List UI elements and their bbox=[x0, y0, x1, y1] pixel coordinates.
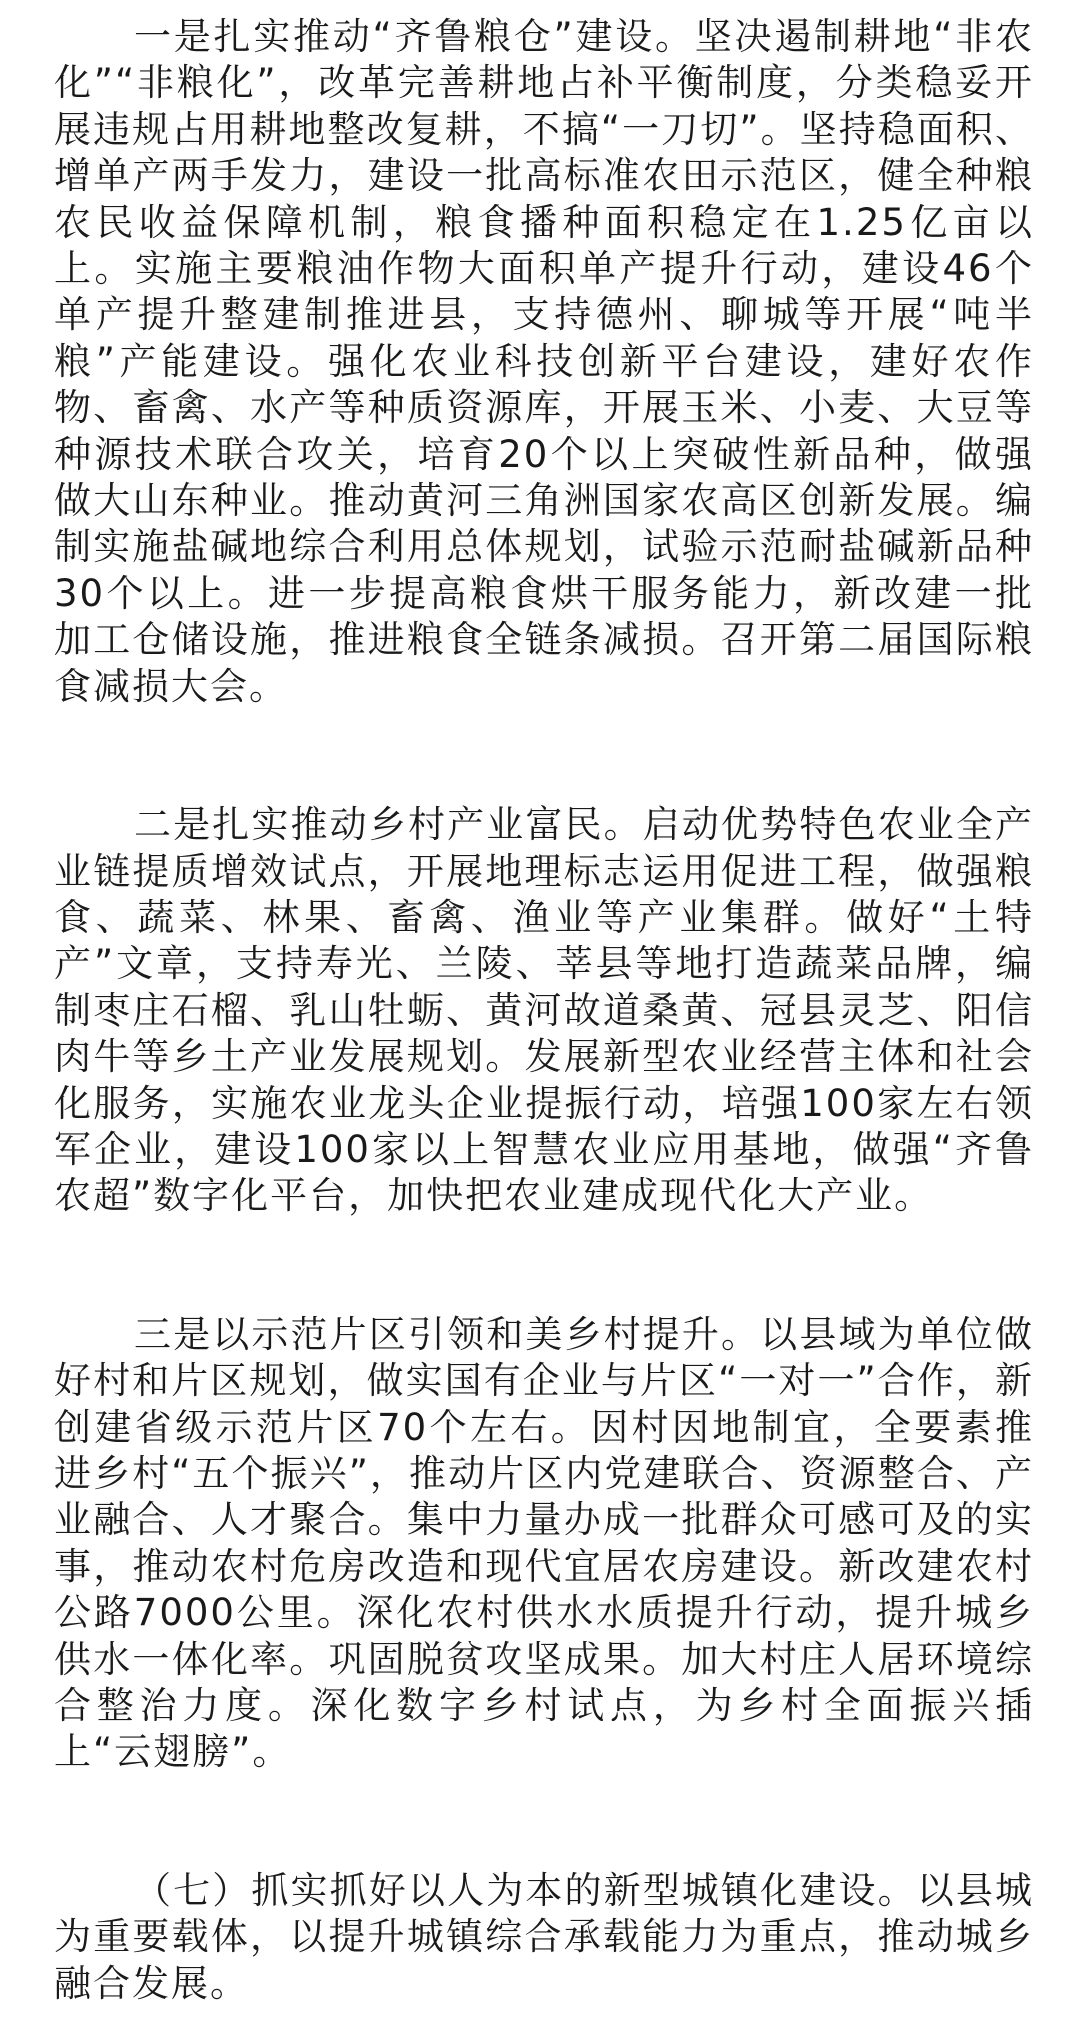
paragraph-grain-security: 一是扎实推动“齐鲁粮仓”建设。坚决遏制耕地“非农化”“非粮化”，改革完善耕地占补平衡制度，分类稳妥开展违规占用耕地整改复耕，不搞“一刀切”。坚持稳面积、增单产两手发力，建设一批高标准农田示范区，健全种粮农民收益保障机制，粮食播种面积稳定在1.25亿亩以上。实施主要粮油作物大面积单产提升行动，建设46个单产提升整建制推进县，支持德州、聊城等开展“吨半粮”产能建设。强化农业科技创新平台建设，建好农作物、畜禽、水产等种质资源库，开展玉米、小麦、大豆等种源技术联合攻关，培育20个以上突破性新品种，做强做大山东种业。推动黄河三角洲国家农高区创新发展。编制实施盐碱地综合利用总体规划，试验示范耐盐碱新品种30个以上。进一步提高粮食烘干服务能力，新改建一批加工仓储设施，推进粮食全链条减损。召开第二届国际粮食减损大会。 bbox=[54, 15, 1034, 708]
paragraph-urbanization-heading: （七）抓实抓好以人为本的新型城镇化建设。以县城为重要载体，以提升城镇综合承载能力为重点，推动城乡融合发展。 bbox=[54, 1868, 1034, 2005]
paragraph-demonstration-villages: 三是以示范片区引领和美乡村提升。以县域为单位做好村和片区规划，做实国有企业与片区“一对一”合作，新创建省级示范片区70个左右。因村因地制宜，全要素推进乡村“五个振兴”，推动片区内党建联合、资源整合、产业融合、人才聚合。集中力量办成一批群众可感可及的实事，推动农村危房改造和现代宜居农房建设。新改建农村公路7000公里。深化农村供水水质提升行动，提升城乡供水一体化率。巩固脱贫攻坚成果。加大村庄人居环境综合整治力度。深化数字乡村试点，为乡村全面振兴插上“云翅膀”。 bbox=[54, 1312, 1034, 1774]
article-body bbox=[54, 14, 1034, 2007]
paragraph-rural-industry: 二是扎实推动乡村产业富民。启动优势特色农业全产业链提质增效试点，开展地理标志运用促进工程，做强粮食、蔬菜、林果、畜禽、渔业等产业集群。做好“土特产”文章，支持寿光、兰陵、莘县等地打造蔬菜品牌，编制枣庄石榴、乳山牡蛎、黄河故道桑黄、冠县灵芝、阳信肉牛等乡土产业发展规划。发展新型农业经营主体和社会化服务，实施农业龙头企业提振行动，培强100家左右领军企业，建设100家以上智慧农业应用基地，做强“齐鲁农超”数字化平台，加快把农业建成现代化大产业。 bbox=[54, 803, 1034, 1218]
